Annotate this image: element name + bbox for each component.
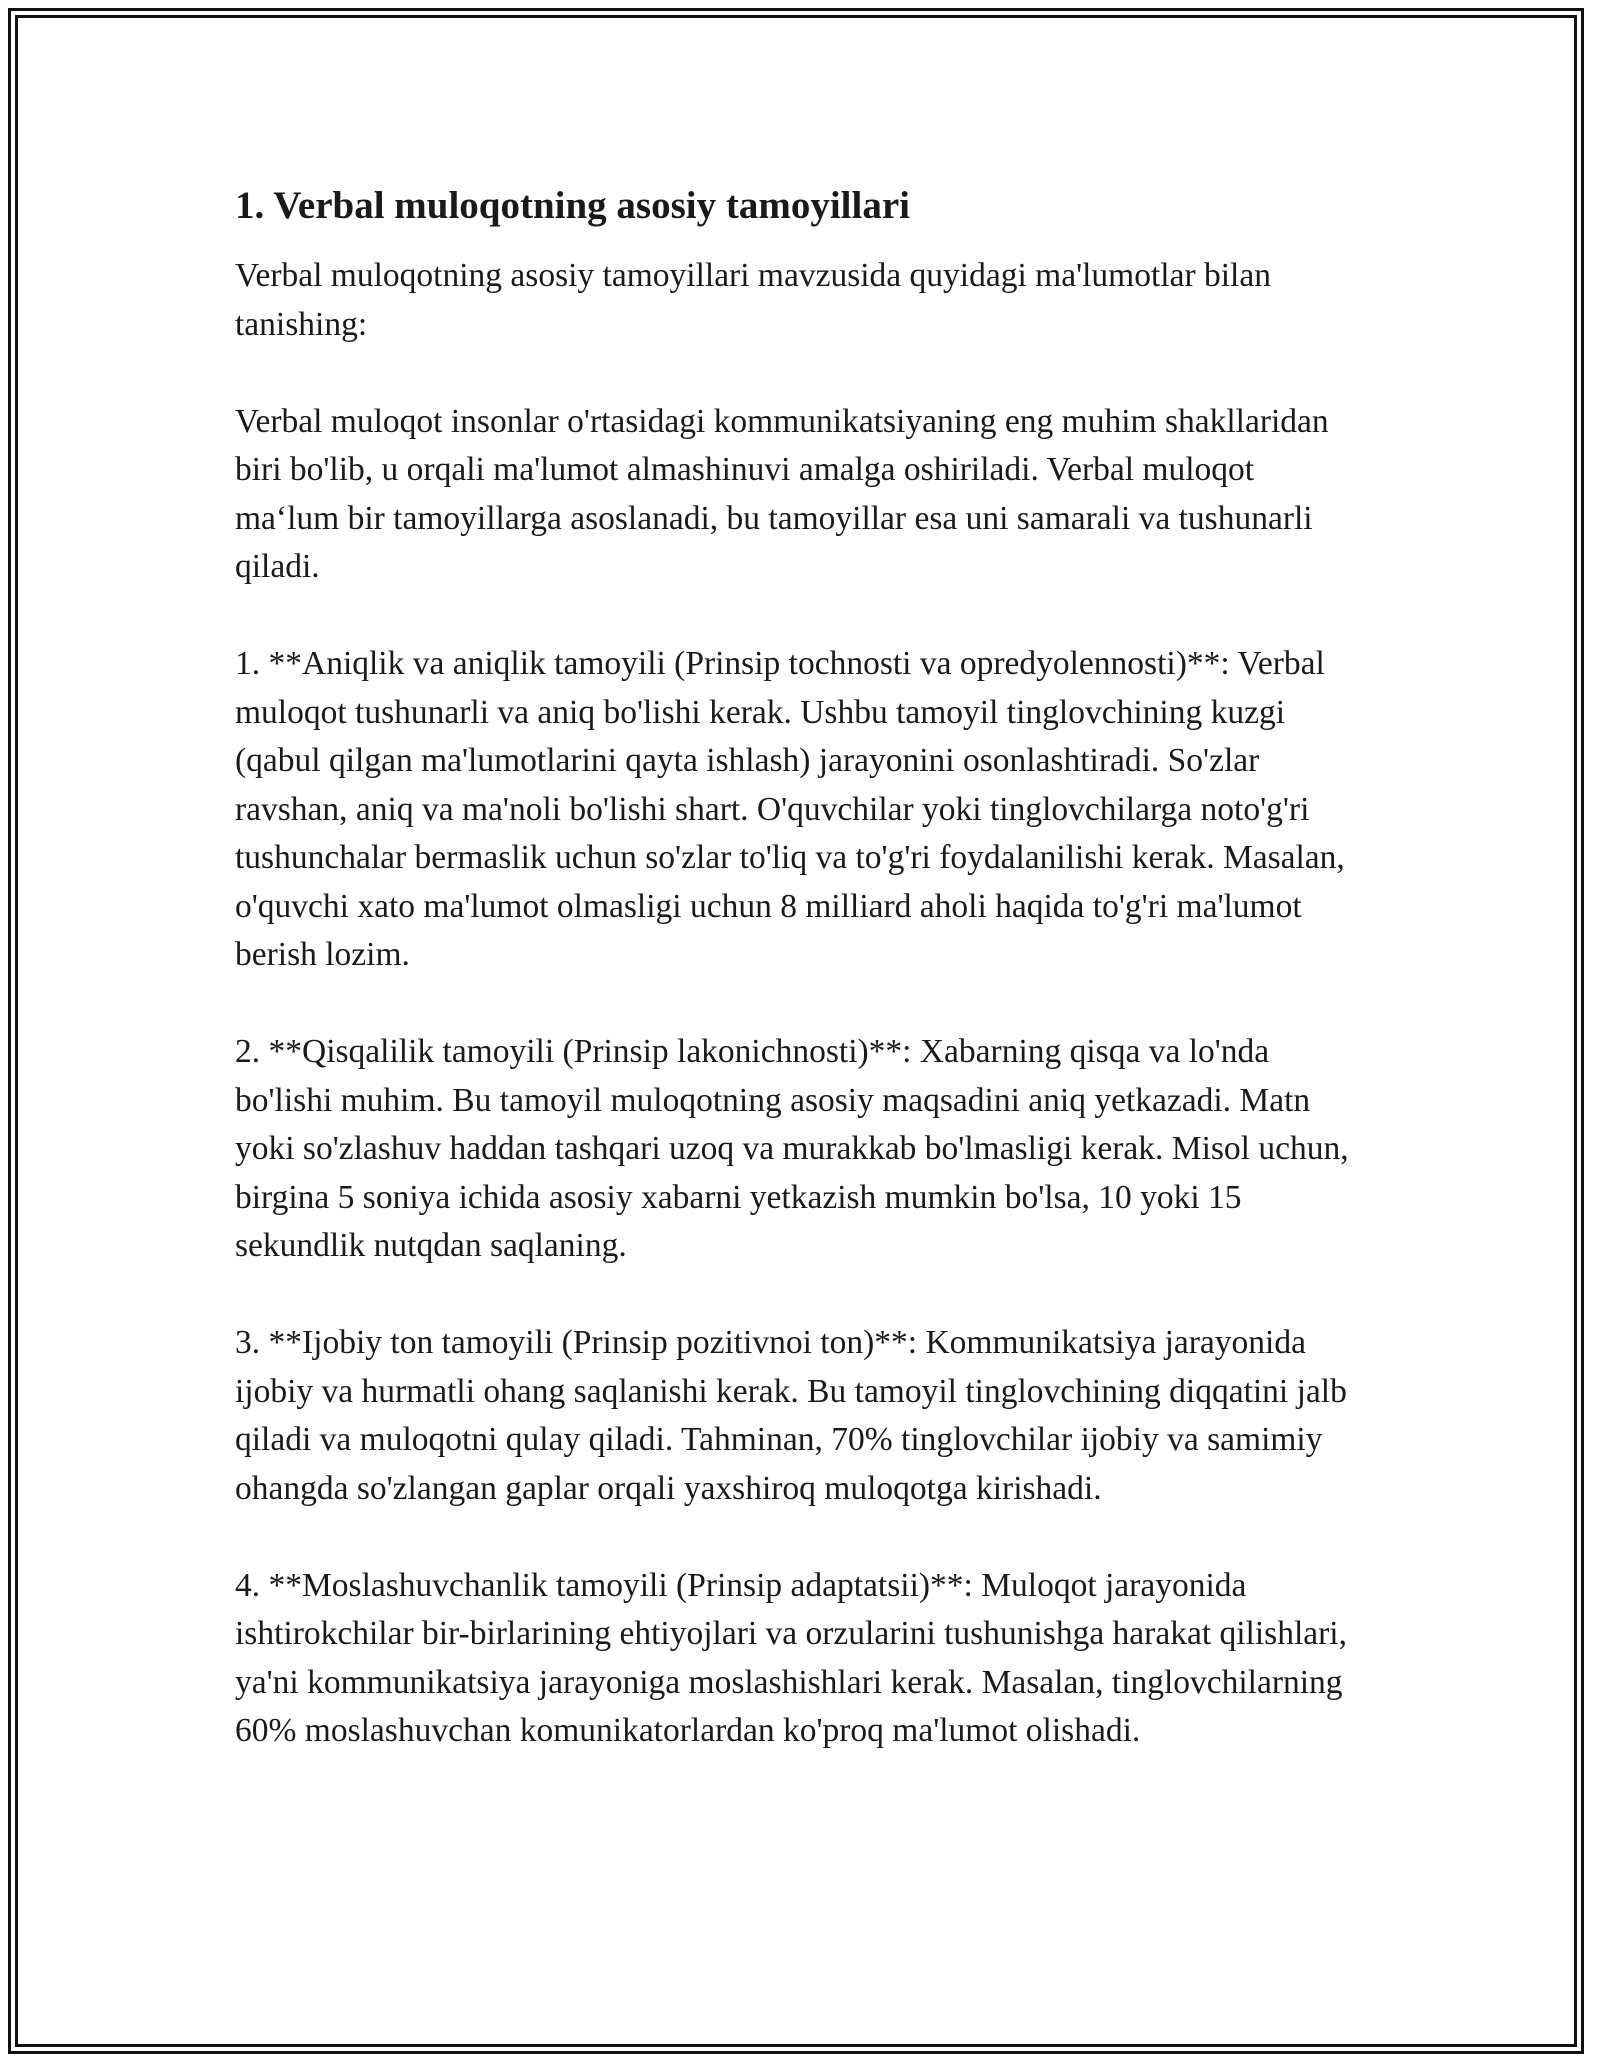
document-title: 1. Verbal muloqotning asosiy tamoyillari: [235, 184, 910, 227]
principle-4-paragraph: 4. **Moslashuvchanlik tamoyili (Prinsip adaptatsii)**: Muloqot jarayonida ishtirokchilar bir-birlarining ehtiyojlari va orzularini tushunishga harakat qilishlari, ya'ni kommunikatsiya jarayoniga moslashishlari kerak. Masalan, tinglovchilarning 60% moslashuvchan komunikatorlardan ko'proq ma'lumot olishadi.: [235, 1566, 1347, 1749]
overview-paragraph: Verbal muloqot insonlar o'rtasidagi kommunikatsiyaning eng muhim shakllaridan biri bo'lib, u orqali ma'lumot almashinuvi amalga oshiriladi. Verbal muloqot ma‘lum bir tamoyillarga asoslanadi, bu tamoyillar esa uni samarali va tushunarli qiladi.: [235, 402, 1329, 585]
principle-3-paragraph: 3. **Ijobiy ton tamoyili (Prinsip pozitivnoi ton)**: Kommunikatsiya jarayonida ijobiy va hurmatli ohang saqlanishi kerak. Bu tamoyil tinglovchining diqqatini jalb qiladi va muloqotni qulay qiladi. Tahminan, 70% tinglovchilar ijobiy va samimiy ohangda so'zlangan gaplar orqali yaxshiroq muloqotga kirishadi.: [235, 1324, 1347, 1507]
principle-1-paragraph: 1. **Aniqlik va aniqlik tamoyili (Prinsip tochnosti va opredyolennosti)**: Verbal muloqot tushunarli va aniq bo'lishi kerak. Ushbu tamoyil tinglovchining kuzgi (qabul qilgan ma'lumotlarini qayta ishlash) jarayonini osonlashtiradi. So'zlar ravshan, aniq va ma'noli bo'lishi shart. O'quvchilar yoki tinglovchilarga noto'g'ri tushunchalar bermaslik uchun so'zlar to'liq va to'g'ri foydalanilishi kerak. Masalan, o'quvchi xato ma'lumot olmasligi uchun 8 milliard aholi haqida to'g'ri ma'lumot berish lozim.: [235, 645, 1345, 973]
document-body: [235, 182, 1365, 1804]
intro-paragraph: Verbal muloqotning asosiy tamoyillari mavzusida quyidagi ma'lumotlar bilan tanishing:: [235, 257, 1271, 343]
principle-2-paragraph: 2. **Qisqalilik tamoyili (Prinsip lakonichnosti)**: Xabarning qisqa va lo'nda bo'lishi muhim. Bu tamoyil muloqotning asosiy maqsadini aniq yetkazadi. Matn yoki so'zlashuv haddan tashqari uzoq va murakkab bo'lmasligi kerak. Misol uchun, birgina 5 soniya ichida asosiy xabarni yetkazish mumkin bo'lsa, 10 yoki 15 sekundlik nutqdan saqlaning.: [235, 1033, 1349, 1264]
